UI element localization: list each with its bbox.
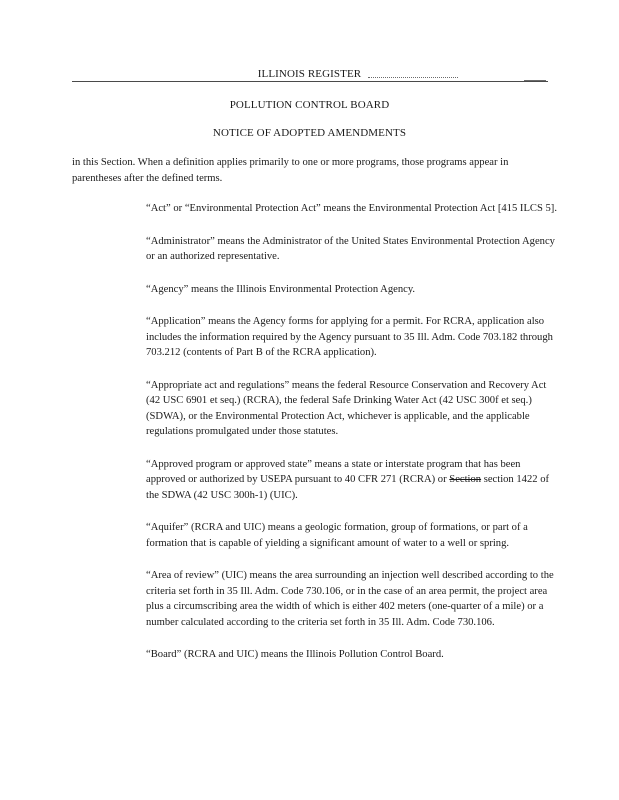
header-rule [72, 81, 548, 82]
approved-program-text-before: “Approved program or approved state” means a state or interstate program that has been approved or authorized by USEPA pursuant to 40 CFR 271 (RCRA) or [146, 458, 521, 485]
approved-program-text-after: section 1422 of the SDWA (42 USC 300h-1) (UIC). [146, 474, 550, 501]
definition-board: “Board” (RCRA and UIC) means the Illinois Pollution Control Board. [146, 649, 444, 660]
definitions-list [146, 201, 558, 680]
definition-administrator: “Administrator” means the Administrator of the United States Environmental Protection Agency or an authorized representative. [146, 235, 555, 262]
register-title: ILLINOIS REGISTER [257, 68, 362, 80]
definition-area-of-review: “Area of review” (UIC) means the area surrounding an injection well described according to the criteria set forth in 35 Ill. Adm. Code 730.106, or in the case of an area permit, the project area plus a circumscribing area the width of which is either 402 meters (one-quarter of a mile) or a number calculated according to the criteria set forth in 35 Ill. Adm. Code 730.106. [146, 570, 554, 628]
definition-agency: “Agency” means the Illinois Environmental Protection Agency. [146, 283, 416, 295]
struck-text: Section [449, 474, 482, 485]
definition-act: “Act” or “Environmental Protection Act” means the Environmental Protection Act [415 ILCS 5]. [146, 203, 557, 214]
notice-title: NOTICE OF ADOPTED AMENDMENTS [212, 127, 407, 139]
board-title: POLLUTION CONTROL BOARD [229, 99, 390, 111]
definition-appropriate-act: “Appropriate act and regulations” means the federal Resource Conservation and Recovery Act (42 USC 6901 et seq.) (RCRA), the federal Safe Drinking Water Act (42 USC 300f et seq.) (SDWA), or the Environmental Protection Act, whichever is applicable, and the applicable regulations promulgated under those statutes. [146, 379, 547, 437]
intro-paragraph: in this Section. When a definition applies primarily to one or more programs, those programs appear in parentheses after the defined terms. [72, 157, 509, 184]
definition-aquifer: “Aquifer” (RCRA and UIC) means a geologic formation, group of formations, or part of a formation that is capable of yielding a significant amount of water to a well or spring. [146, 522, 528, 549]
definition-approved-program [146, 457, 558, 504]
header-dash-rule [524, 80, 546, 81]
definition-application: “Application” means the Agency forms for applying for a permit. For RCRA, application also includes the information required by the Agency pursuant to 35 Ill. Adm. Code 703.182 through 703.212 (contents of Part B of the RCRA application). [146, 316, 553, 358]
